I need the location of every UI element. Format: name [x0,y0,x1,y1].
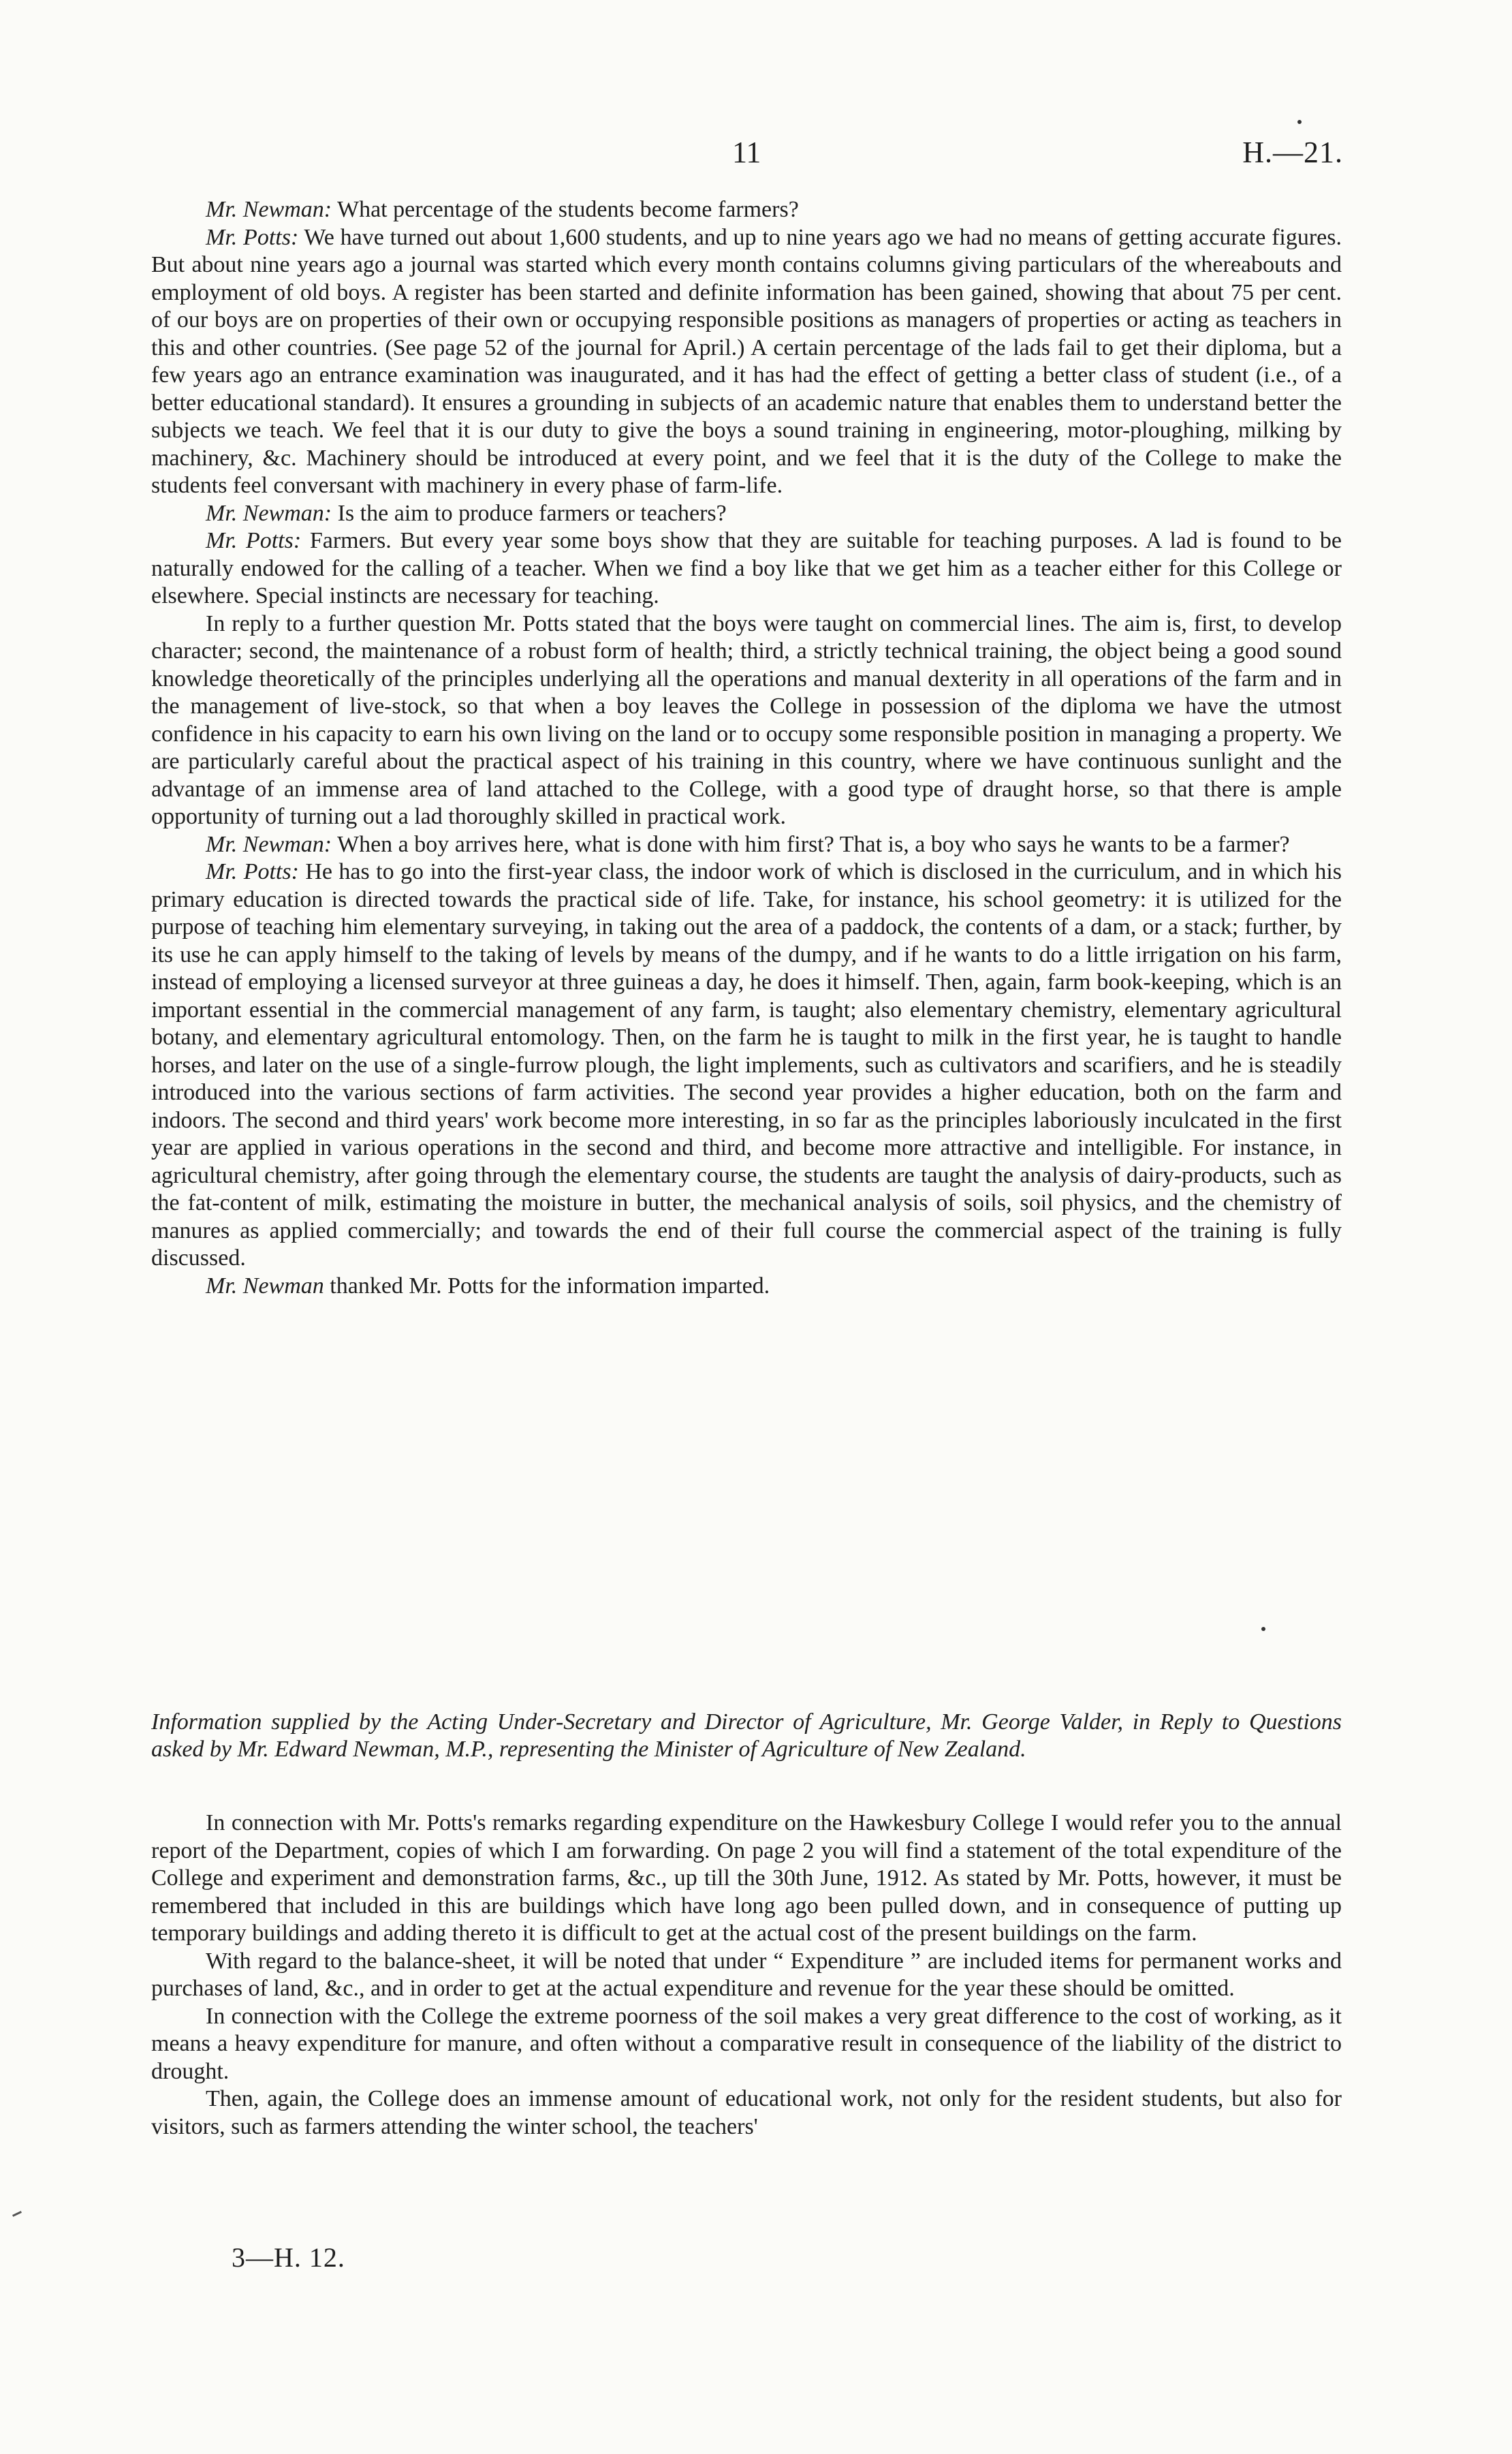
speaker: Mr. Newman: [206,831,332,857]
interview-transcript [151,196,1342,1300]
paragraph-text: What percentage of the students become farmers? [337,197,799,222]
paragraph-text: When a boy arrives here, what is done with him first? That is, a boy who says he wants to be a farmer? [337,831,1290,857]
paragraph [151,831,1342,859]
page-number: 11 [732,136,761,169]
letter-body [151,1810,1342,2141]
paragraph-text: We have turned out about 1,600 students, and up to nine years ago we had no means of getting accurate figures. But about nine years ago a journal was started which every month contains columns giving particulars of the whereabouts and employment of old boys. A register has been started and definite information has been gained, showing that about 75 per cent. of our boys are on properties of their own or occupying responsible positions as managers of properties or acting as teachers in this and other countries. (See page 52 of the journal for April.) A certain percentage of the lads fail to get their diploma, but a few years ago an entrance examination was inaugurated, and it has had the effect of getting a better class of student (i.e., of a better educational standard). It ensures a grounding in subjects of an academic nature that enables them to understand better the subjects we teach. We feel that it is our duty to give the boys a sound training in engineering, motor-ploughing, milking by machinery, &c. Machinery should be introduced at every point, and we feel that it is the duty of the College to make the students feel conversant with machinery in every phase of farm-life. [151,224,1342,498]
paragraph-text: In reply to a further question Mr. Potts stated that the boys were taught on commercial lines. The aim is, first, to develop character; second, the maintenance of a robust form of health; third, a strictly technical training, the object being a good sound knowledge theoretically of the principles underlying all the operations and manual dexterity in all operations of the farm and in the management of live-stock, so that when a boy leaves the College in possession of the diploma we have the utmost confidence in his capacity to earn his own living on the land or to occupy some responsible position in managing a property. We are particularly careful about the practical aspect of his training in this country, where we have continuous sunlight and the advantage of an immense area of land attached to the College, with a good type of draught horse, so that there is ample opportunity of turning out a lad thoroughly skilled in practical work. [151,610,1342,829]
paragraph-text: Is the aim to produce farmers or teachers? [337,500,727,526]
margin-mark [12,2211,22,2217]
section-heading: Information supplied by the Acting Under-Secretary and Director of Agriculture, Mr. George Valder, in Reply to Questions asked by Mr. Edward Newman, M.P., representing the Minister of Agriculture of New Zealand. [151,1709,1342,1762]
paragraph: In connection with the College the extreme poorness of the soil makes a very great difference to the cost of working, as it means a heavy expenditure for manure, and often without a comparative result in consequence of the liability of the district to drought. [151,2003,1342,2084]
paragraph [151,527,1342,610]
speaker: Mr. Newman: [206,197,332,222]
paragraph: With regard to the balance-sheet, it will be noted that under “ Expenditure ” are included items for permanent works and purchases of land, &c., and in order to get at the actual expenditure and revenue for the year these should be omitted. [151,1948,1342,2001]
speck [1297,120,1302,124]
paragraph [151,858,1342,1273]
speaker: Mr. Potts: [206,859,299,884]
speaker: Mr. Newman [206,1273,324,1299]
paragraph [151,196,1342,224]
paragraph [151,610,1342,831]
paragraph [151,500,1342,528]
speaker: Mr. Potts: [206,528,302,553]
speaker: Mr. Newman: [206,500,332,526]
paragraph-text: He has to go into the first-year class, the indoor work of which is disclosed in the curriculum, and in which his primary education is directed towards the practical side of life. Take, for instance, his school geometry: it is utilized for the purpose of teaching him elementary surveying, in taking out the area of a paddock, the contents of a dam, or a stack; further, by its use he can apply himself to the taking of levels by means of the dumpy, and if he wants to do a little irrigation on his farm, instead of employing a licensed surveyor at three guineas a day, he does it himself. Then, again, farm book-keeping, which is an important essential in the commercial management of any farm, is taught; also elementary chemistry, elementary agricultural botany, and elementary agricultural entomology. Then, on the farm he is taught to milk in the first year, he is taught to handle horses, and later on the use of a single-furrow plough, the light implements, such as cultivators and scarifiers, and he is steadily introduced into the various sections of farm activities. The second year provides a higher education, both on the farm and indoors. The second and third years' work become more interesting, in so far as the principles laboriously inculcated in the first year are applied in various operations in the second and third, and become more attractive and intelligible. For instance, in agricultural chemistry, after going through the elementary course, the students are taught the analysis of dairy-products, such as the fat-content of milk, estimating the moisture in butter, the mechanical analysis of soils, soil physics, and the chemistry of manures as applied commercially; and towards the end of their full course the commercial aspect of the training is fully discussed. [151,859,1342,1271]
paragraph [151,1273,1342,1301]
speaker: Mr. Potts: [206,224,299,250]
paragraph [151,224,1342,500]
paragraph: Then, again, the College does an immense amount of educational work, not only for the resident students, but also for visitors, such as farmers attending the winter school, the teachers' [151,2086,1342,2139]
page-header [0,135,1512,183]
paragraph-text: Farmers. But every year some boys show that they are suitable for teaching purposes. A lad is found to be naturally endowed for the calling of a teacher. When we find a boy like that we get him as a teacher either for this College or elsewhere. Special instincts are necessary for teaching. [151,528,1342,608]
paragraph-text: thanked Mr. Potts for the information imparted. [330,1273,770,1299]
paragraph: In connection with Mr. Potts's remarks regarding expenditure on the Hawkesbury College I would refer you to the annual report of the Department, copies of which I am forwarding. On page 2 you will find a statement of the total expenditure of the College and experiment and demonstration farms, &c., up till the 30th June, 1912. As stated by Mr. Potts, however, it must be remembered that included in this are buildings which have long ago been pulled down, and in consequence of putting up temporary buildings and adding thereto it is difficult to get at the actual cost of the present buildings on the farm. [151,1810,1342,1946]
speck [1261,1627,1265,1631]
document-reference: H.—21. [1242,136,1343,169]
sheet-reference: 3—H. 12. [232,2242,345,2273]
